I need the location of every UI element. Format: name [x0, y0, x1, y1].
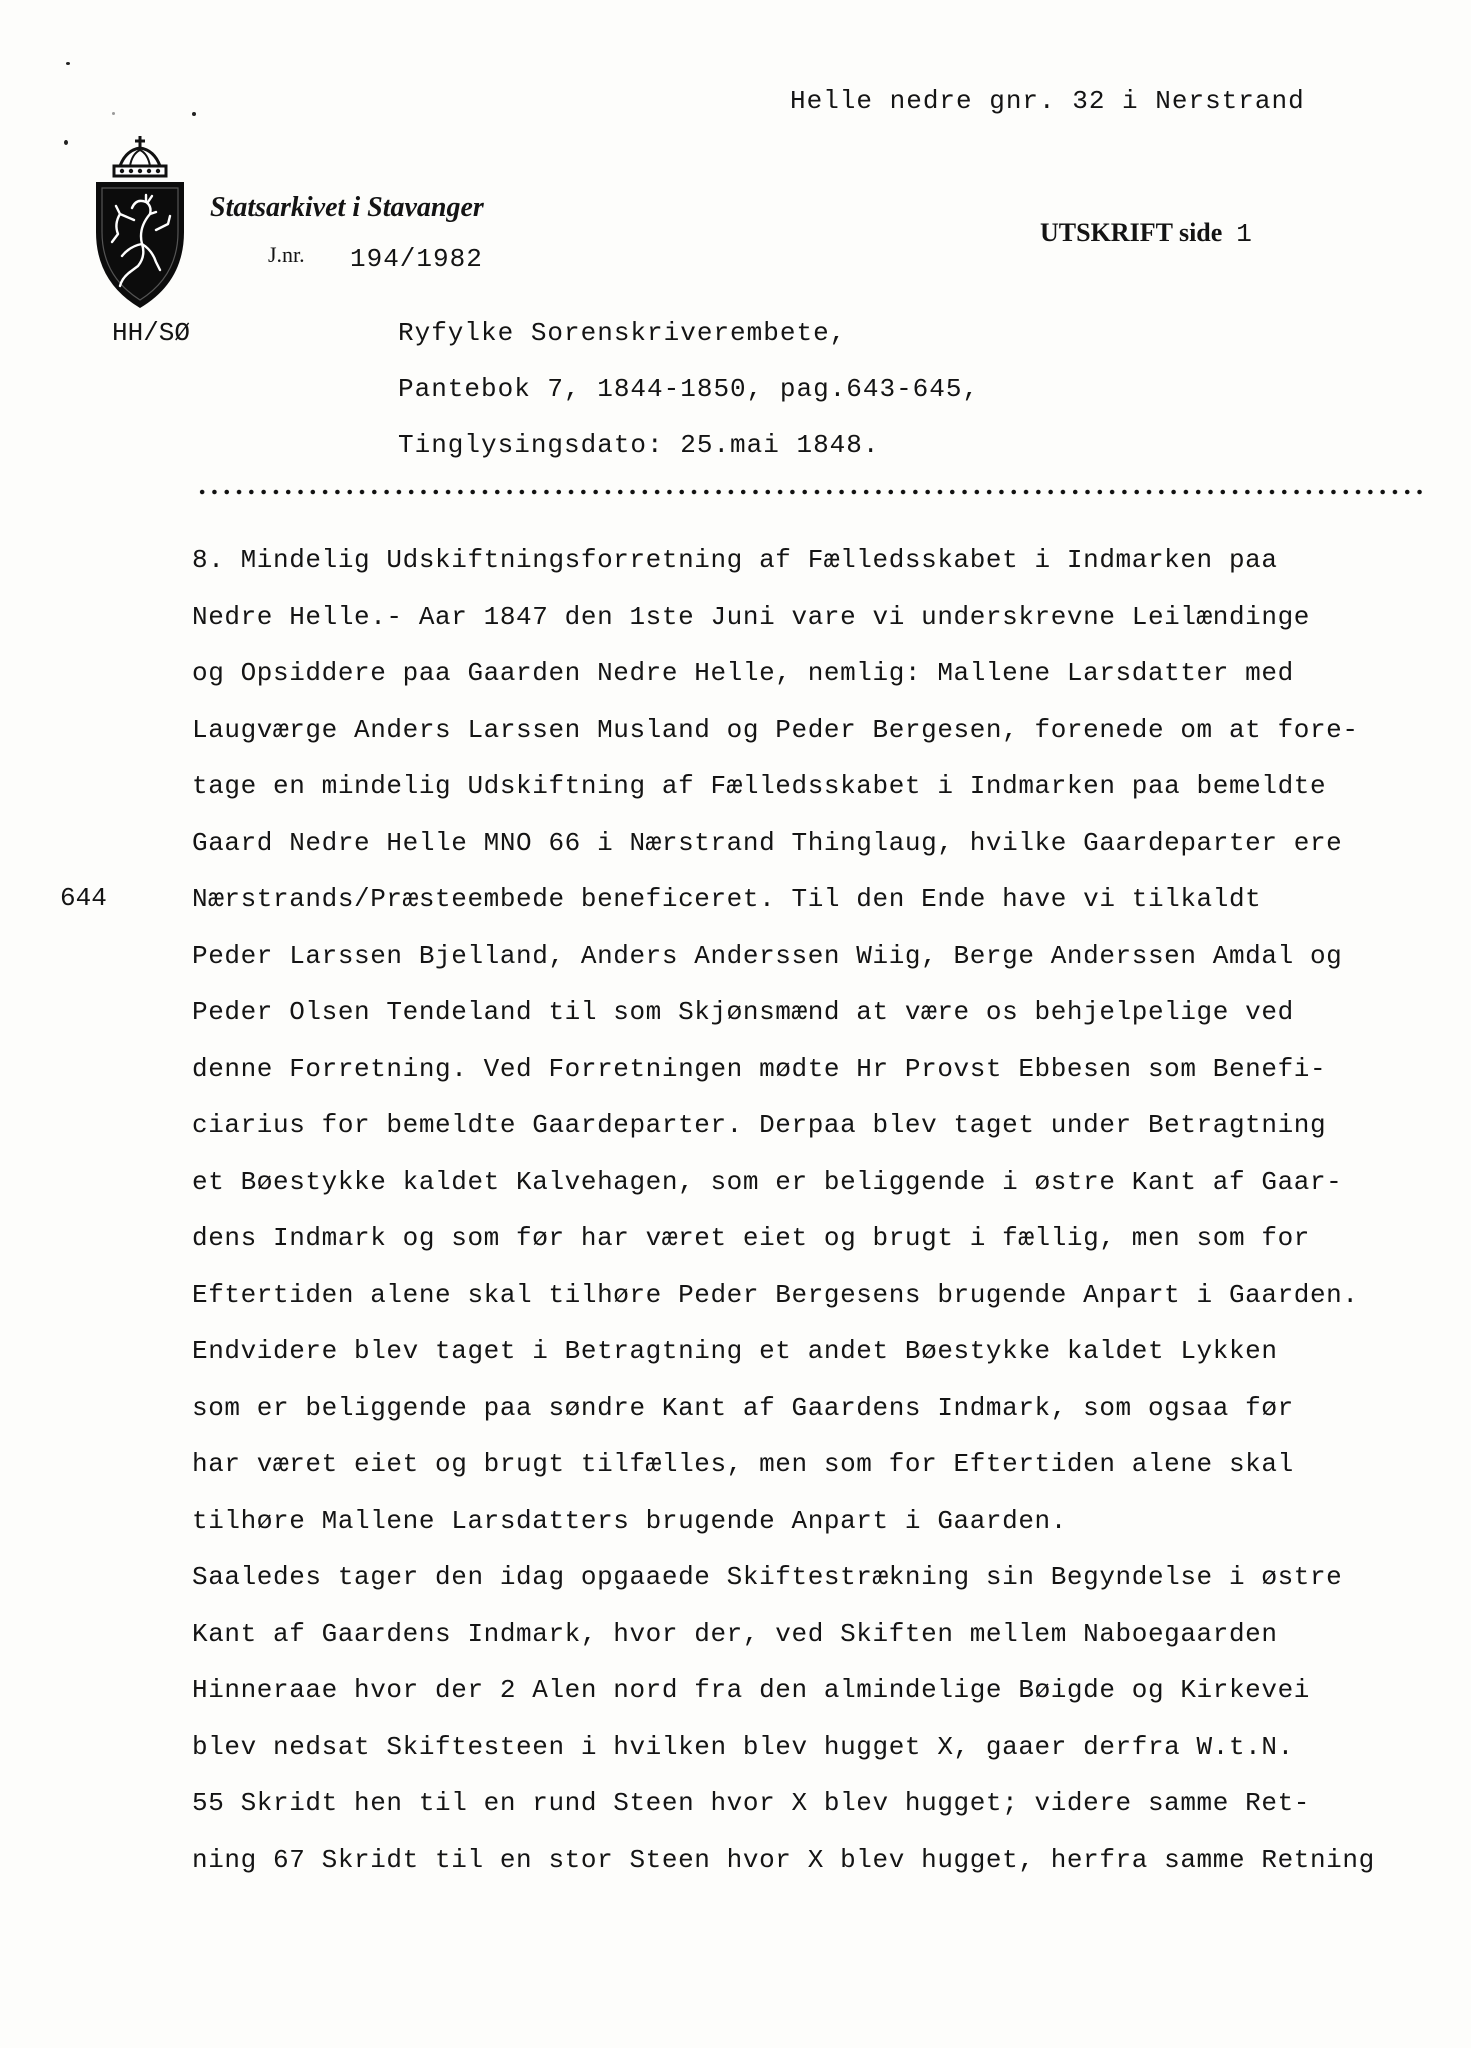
jnr-value: 194/1982	[350, 244, 483, 274]
source-line: Pantebok 7, 1844-1850, pag.643-645,	[398, 374, 980, 404]
body-line: Eftertiden alene skal tilhøre Peder Bergesens brugende Anpart i Gaarden.	[192, 1280, 1359, 1310]
body-line: som er beliggende paa søndre Kant af Gaardens Indmark, som ogsaa før	[192, 1393, 1294, 1423]
margin-page-reference: 644	[60, 883, 107, 913]
body-line: denne Forretning. Ved Forretningen mødte Hr Provst Ebbesen som Benefi-	[192, 1054, 1327, 1084]
body-line: har været eiet og brugt tilfælles, men som for Eftertiden alene skal	[192, 1449, 1294, 1479]
body-line: Hinneraae hvor der 2 Alen nord fra den almindelige Bøigde og Kirkevei	[192, 1675, 1310, 1705]
coat-of-arms-icon	[90, 132, 190, 312]
body-line: Peder Larssen Bjelland, Anders Anderssen Wiig, Berge Anderssen Amdal og	[192, 941, 1343, 971]
body-line: ciarius for bemeldte Gaardeparter. Derpaa blev taget under Betragtning	[192, 1110, 1327, 1140]
body-line: 55 Skridt hen til en rund Steen hvor X blev hugget; videre samme Ret-	[192, 1788, 1310, 1818]
utskrift-heading	[1040, 218, 1252, 249]
ink-speck	[192, 112, 196, 116]
body-line: og Opsiddere paa Gaarden Nedre Helle, nemlig: Mallene Larsdatter med	[192, 658, 1294, 688]
body-line: Saaledes tager den idag opgaaede Skiftestrækning sin Begyndelse i østre	[192, 1562, 1343, 1592]
utskrift-label: UTSKRIFT side	[1040, 218, 1223, 247]
body-line: Nærstrands/Præsteembede beneficeret. Til den Ende have vi tilkaldt	[192, 884, 1262, 914]
page-number: 1	[1236, 219, 1252, 249]
clerk-initials: HH/SØ	[112, 318, 191, 348]
body-line: 8. Mindelig Udskiftningsforretning af Fælledsskabet i Indmarken paa	[192, 545, 1278, 575]
body-line: et Bøestykke kaldet Kalvehagen, som er beliggende i østre Kant af Gaar-	[192, 1167, 1343, 1197]
body-line: tilhøre Mallene Larsdatters brugende Anpart i Gaarden.	[192, 1506, 1067, 1536]
body-line: ning 67 Skridt til en stor Steen hvor X blev hugget, herfra samme Retning	[192, 1845, 1375, 1875]
ink-speck	[66, 62, 70, 65]
source-line: Tinglysingsdato: 25.mai 1848.	[398, 430, 880, 460]
dotted-separator	[196, 488, 1426, 496]
body-line: Laugværge Anders Larssen Musland og Peder Bergesen, forenede om at fore-	[192, 715, 1359, 745]
crown-icon	[114, 136, 166, 176]
ink-speck	[64, 140, 68, 145]
source-line: Ryfylke Sorenskriverembete,	[398, 318, 847, 348]
body-line: Nedre Helle.- Aar 1847 den 1ste Juni vare vi underskrevne Leilændinge	[192, 602, 1310, 632]
jnr-label: J.nr.	[268, 242, 305, 267]
body-line: Peder Olsen Tendeland til som Skjønsmænd at være os behjelpelige ved	[192, 997, 1294, 1027]
body-line: dens Indmark og som før har været eiet og brugt i fællig, men som for	[192, 1223, 1310, 1253]
body-line: Kant af Gaardens Indmark, hvor der, ved Skiften mellem Naboegaarden	[192, 1619, 1278, 1649]
archive-name: Statsarkivet i Stavanger	[210, 192, 484, 223]
body-line: tage en mindelig Udskiftning af Fælledsskabet i Indmarken paa bemeldte	[192, 771, 1327, 801]
body-line: Endvidere blev taget i Betragtning et andet Bøestykke kaldet Lykken	[192, 1336, 1278, 1366]
body-line: Gaard Nedre Helle MNO 66 i Nærstrand Thinglaug, hvilke Gaardeparter ere	[192, 828, 1343, 858]
property-reference: Helle nedre gnr. 32 i Nerstrand	[790, 86, 1305, 116]
body-line: blev nedsat Skiftesteen i hvilken blev hugget X, gaaer derfra W.t.N.	[192, 1732, 1294, 1762]
ink-speck	[112, 112, 115, 115]
